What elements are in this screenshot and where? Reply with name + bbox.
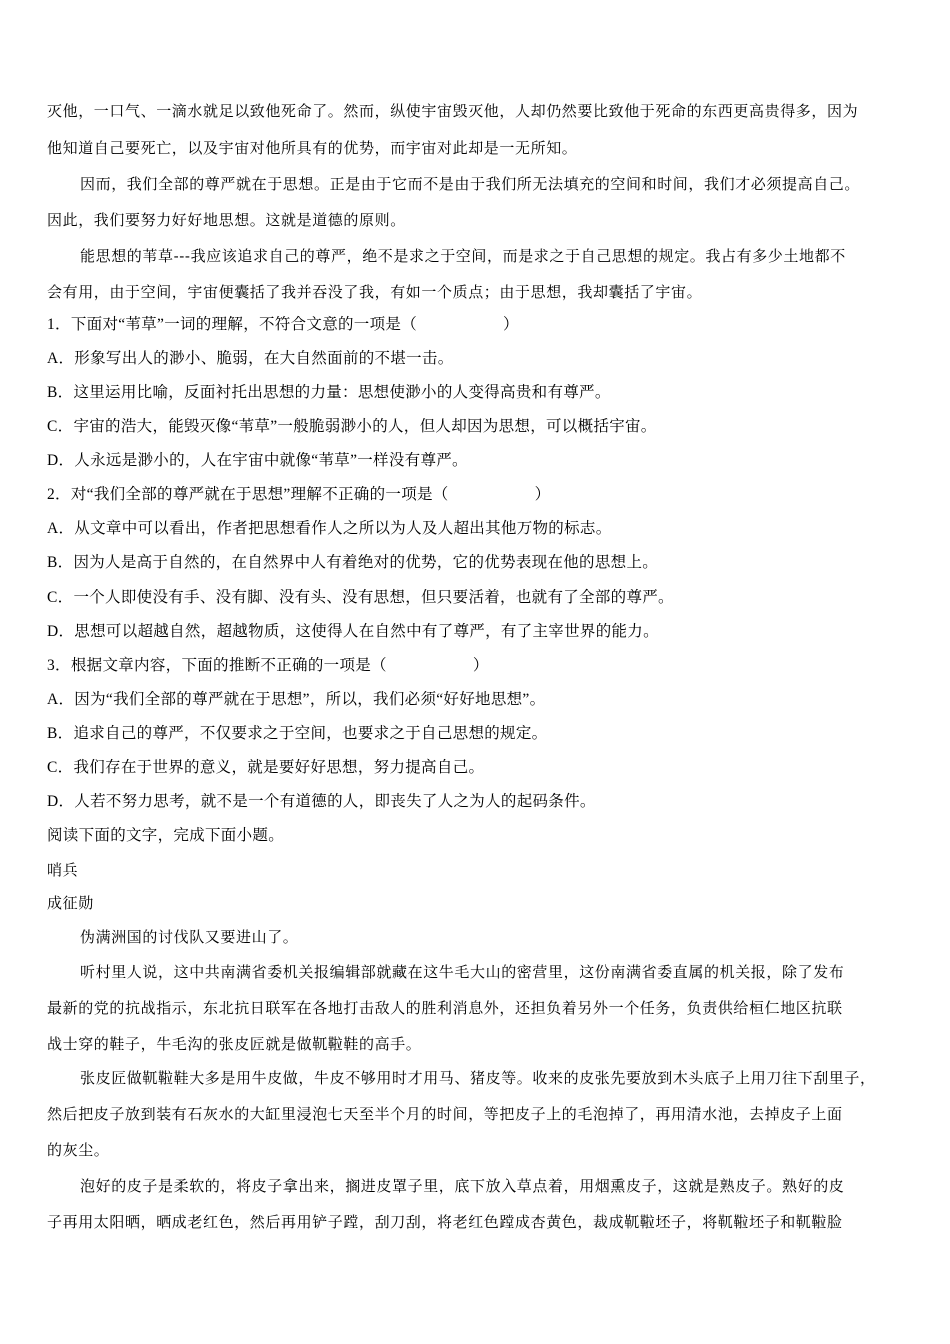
- question-1-stem-close: ）: [503, 316, 519, 333]
- story-line-4: 战士穿的鞋子，牛毛沟的张皮匠就是做靰鞡鞋的高手。: [47, 1035, 422, 1053]
- question-2-stem-close: ）: [534, 486, 551, 503]
- question-1-option-b: B．这里运用比喻，反面衬托出思想的力量：思想使渺小的人变得高贵和有尊严。: [47, 384, 611, 401]
- story-line-3: 最新的党的抗战指示，东北抗日联军在各地打击敌人的胜利消息外，还担负着另外一个任务，负责供给桓仁地区抗联: [47, 999, 843, 1017]
- passage1-line-5: 能思想的苇草---我应该追求自己的尊严，绝不是求之于空间，而是求之于自己思想的规定。我占有多少土地都不: [80, 247, 846, 265]
- question-2-option-c: C．一个人即使没有手、没有脚、没有头、没有思想，但只要活着，也就有了全部的尊严。: [47, 589, 674, 606]
- question-1-option-c: C．宇宙的浩大，能毁灭像“苇草”一般脆弱渺小的人，但人却因为思想，可以概括宇宙。: [47, 418, 657, 435]
- question-3-stem: [47, 656, 907, 676]
- story-line-5: 张皮匠做靰鞡鞋大多是用牛皮做，牛皮不够用时才用马、猪皮等。收来的皮张先要放到木头底子上用刀往下刮里子，: [80, 1069, 876, 1087]
- question-3-stem-text: 3．根据文章内容，下面的推断不正确的一项是（: [47, 657, 387, 674]
- passage1-line-6: 会有用，由于空间，宇宙便囊括了我并吞没了我，有如一个质点；由于思想，我却囊括了宇宙。: [47, 283, 703, 301]
- question-2-option-a: A．从文章中可以看出，作者把思想看作人之所以为人及人超出其他万物的标志。: [47, 520, 612, 537]
- story-line-2: 听村里人说，这中共南满省委机关报编辑部就藏在这牛毛大山的密营里，这份南满省委直属的机关报，除了发布: [80, 963, 845, 981]
- story-line-6: 然后把皮子放到装有石灰水的大缸里浸泡七天至半个月的时间，等把皮子上的毛泡掉了，再用清水池，去掉皮子上面: [47, 1105, 843, 1123]
- question-1-option-a: A．形象写出人的渺小、脆弱，在大自然面前的不堪一击。: [47, 350, 454, 367]
- question-3-option-b: B．追求自己的尊严，不仅要求之于空间，也要求之于自己思想的规定。: [47, 725, 548, 742]
- question-1-stem-text: 1．下面对“苇草”一词的理解，不符合文意的一项是（: [47, 316, 418, 333]
- question-2-stem: [47, 485, 907, 505]
- passage1-line-3: 因而，我们全部的尊严就在于思想。正是由于它而不是由于我们所无法填充的空间和时间，我们才必须提高自己。: [80, 175, 861, 193]
- question-1-option-d: D．人永远是渺小的，人在宇宙中就像“苇草”一样没有尊严。: [47, 452, 468, 469]
- question-2-stem-text: 2．对“我们全部的尊严就在于思想”理解不正确的一项是（: [47, 486, 449, 503]
- passage1-line-2: 他知道自己要死亡，以及宇宙对他所具有的优势，而宇宙对此却是一无所知。: [47, 139, 578, 157]
- passage1-line-4: 因此，我们要努力好好地思想。这就是道德的原则。: [47, 211, 406, 229]
- story-title: 哨兵: [47, 861, 79, 879]
- question-3-option-d: D．人若不努力思考，就不是一个有道德的人，即丧失了人之为人的起码条件。: [47, 793, 596, 810]
- question-3-stem-close: ）: [472, 657, 489, 674]
- passage1-line-1: 灭他，一口气、一滴水就足以致他死命了。然而，纵使宇宙毁灭他，人却仍然要比致他于死命的东西更高贵得多，因为: [47, 102, 859, 120]
- story-line-7: 的灰尘。: [47, 1141, 110, 1159]
- reading-instruction: 阅读下面的文字，完成下面小题。: [47, 827, 285, 844]
- question-2-option-b: B．因为人是高于自然的，在自然界中人有着绝对的优势，它的优势表现在他的思想上。: [47, 554, 659, 571]
- question-3-option-c: C．我们存在于世界的意义，就是要好好思想，努力提高自己。: [47, 759, 485, 776]
- question-1-stem: [47, 315, 907, 335]
- story-line-8: 泡好的皮子是柔软的，将皮子拿出来，搁进皮罩子里，底下放入草点着，用烟熏皮子，这就是熟皮子。熟好的皮: [80, 1177, 845, 1195]
- question-3-option-a: A．因为“我们全部的尊严就在于思想”，所以，我们必须“好好地思想”。: [47, 691, 546, 708]
- story-line-1: 伪满洲国的讨伐队又要进山了。: [80, 928, 299, 946]
- question-2-option-d: D．思想可以超越自然，超越物质，这使得人在自然中有了尊严，有了主宰世界的能力。: [47, 623, 659, 640]
- story-line-9: 子再用太阳晒，晒成老红色，然后再用铲子蹚，刮刀刮，将老红色蹚成杏黄色，裁成靰鞡坯子，将靰鞡坯子和靰鞡脸: [47, 1213, 843, 1231]
- story-author: 成征勋: [47, 894, 94, 912]
